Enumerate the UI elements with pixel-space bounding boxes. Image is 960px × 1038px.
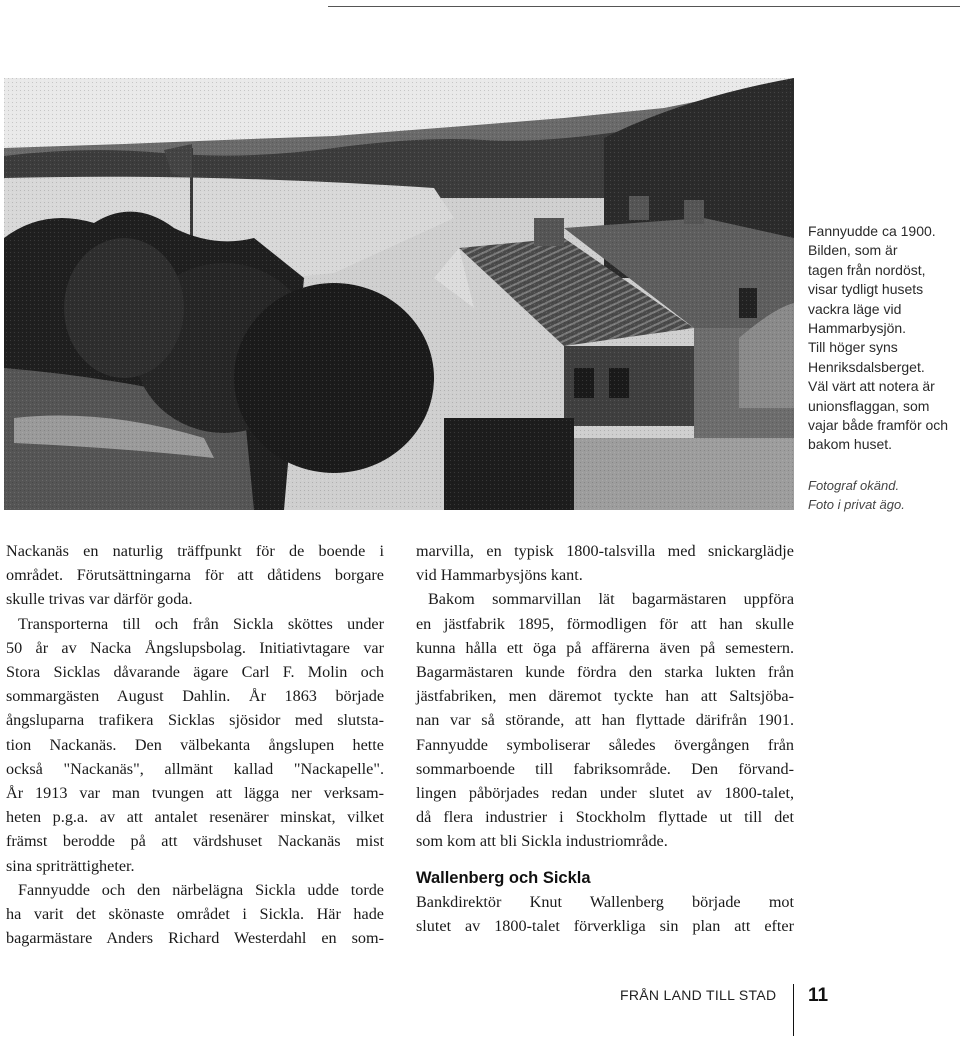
text-line: tion Nackanäs. Den välbekanta ångslupen hette <box>6 735 384 754</box>
page-number: 11 <box>808 985 829 1006</box>
text-line: vid Hammarbysjöns kant. <box>416 566 583 585</box>
text-line: Stora Sicklas dåvarande ägare Carl F. Molin och <box>6 663 384 682</box>
caption-line: Fannyudde ca 1900. <box>808 223 936 239</box>
text-line: sina spriträttigheter. <box>6 856 135 875</box>
text-line: också "Nackanäs", allmänt kallad "Nackapelle". <box>6 759 384 778</box>
historical-photograph <box>4 78 794 510</box>
text-line: Transporterna till och från Sickla sköttes under <box>18 614 384 633</box>
caption-line: unionsflaggan, som <box>808 397 930 414</box>
text-line: Fannyudde symboliserar således övergången från <box>416 735 794 754</box>
text-line: då flera industrier i Stockholm flyttade ut till det <box>416 808 794 827</box>
text-line: som kom att bli Sickla industriområde. <box>416 832 668 851</box>
text-line: skulle trivas var därför goda. <box>6 590 193 609</box>
top-rule <box>328 6 960 7</box>
caption-line: vajar både framför och <box>808 417 949 434</box>
running-footer-title: FRÅN LAND TILL STAD <box>620 987 777 1003</box>
text-line: nan var så störande, att han flyttade därifrån 1901. <box>416 711 794 730</box>
caption-line: vackra läge vid <box>808 300 902 317</box>
text-line: Bankdirektör Knut Wallenberg började mot <box>416 892 794 911</box>
text-line: 50 år av Nacka Ångslupsbolag. Initiativtagare var <box>6 638 384 657</box>
text-line: ha varit det skönaste området i Sickla. Här hade <box>6 905 384 924</box>
text-line: sommarboende till fabriksområde. Den förvand- <box>416 759 794 778</box>
caption-line: Till höger syns <box>808 339 898 356</box>
text-line: kunna hålla ett öga på affärerna även på semestern. <box>416 638 794 657</box>
text-line: bagarmästare Anders Richard Westerdahl en som- <box>6 929 384 948</box>
credit-line: Fotograf okänd. <box>808 478 900 493</box>
text-line: ångsluparna trafikera Sicklas sjösidor med slutsta- <box>6 711 384 730</box>
section-heading: Wallenberg och Sickla <box>416 868 591 887</box>
text-line: sommargästen August Dahlin. År 1863 började <box>6 687 384 706</box>
text-line: Bakom sommarvillan lät bagarmästaren uppföra <box>428 590 794 609</box>
text-line: slutet av 1800-talet förverkliga sin plan att efter <box>416 916 794 935</box>
text-line: År 1913 var man tvungen att lägga ner verksam- <box>6 784 384 803</box>
caption-line: Väl värt att notera är <box>808 378 935 395</box>
text-line: lingen påbörjades redan under slutet av 1800-talet, <box>416 784 794 803</box>
caption-line: tagen från nordöst, <box>808 261 926 278</box>
text-line: jästfabriken, men däremot tyckte han att Saltsjöba- <box>416 687 794 706</box>
left-text-column <box>6 539 384 950</box>
caption-line: visar tydligt husets <box>808 281 924 298</box>
caption-line: Henriksdalsberget. <box>808 358 925 375</box>
caption-line: Bilden, som är <box>808 242 898 259</box>
text-line: en jästfabrik 1895, förmodligen för att han skulle <box>416 614 794 633</box>
text-line: Nackanäs en naturlig träffpunkt för de boende i <box>6 542 384 560</box>
caption-line: bakom huset. <box>808 436 893 453</box>
photo-credit <box>808 476 960 514</box>
text-line: Bagarmästaren kunde fördra den starka lukten från <box>416 663 794 682</box>
right-text-column <box>416 539 794 938</box>
text-line: främst berodde på att värdshuset Nackanäs mist <box>6 832 384 851</box>
text-line: heten p.g.a. av att antalet resenärer minskat, vilket <box>6 808 384 827</box>
caption-line: Hammarbysjön. <box>808 320 907 337</box>
credit-line: Foto i privat ägo. <box>808 497 905 512</box>
photo-caption <box>808 222 960 455</box>
text-line: Fannyudde och den närbelägna Sickla udde torde <box>18 880 384 899</box>
text-line: området. Förutsättningarna för att dåtidens borgare <box>6 566 384 585</box>
text-line: marvilla, en typisk 1800-talsvilla med snickarglädje <box>416 542 794 560</box>
footer-divider <box>793 984 794 1036</box>
